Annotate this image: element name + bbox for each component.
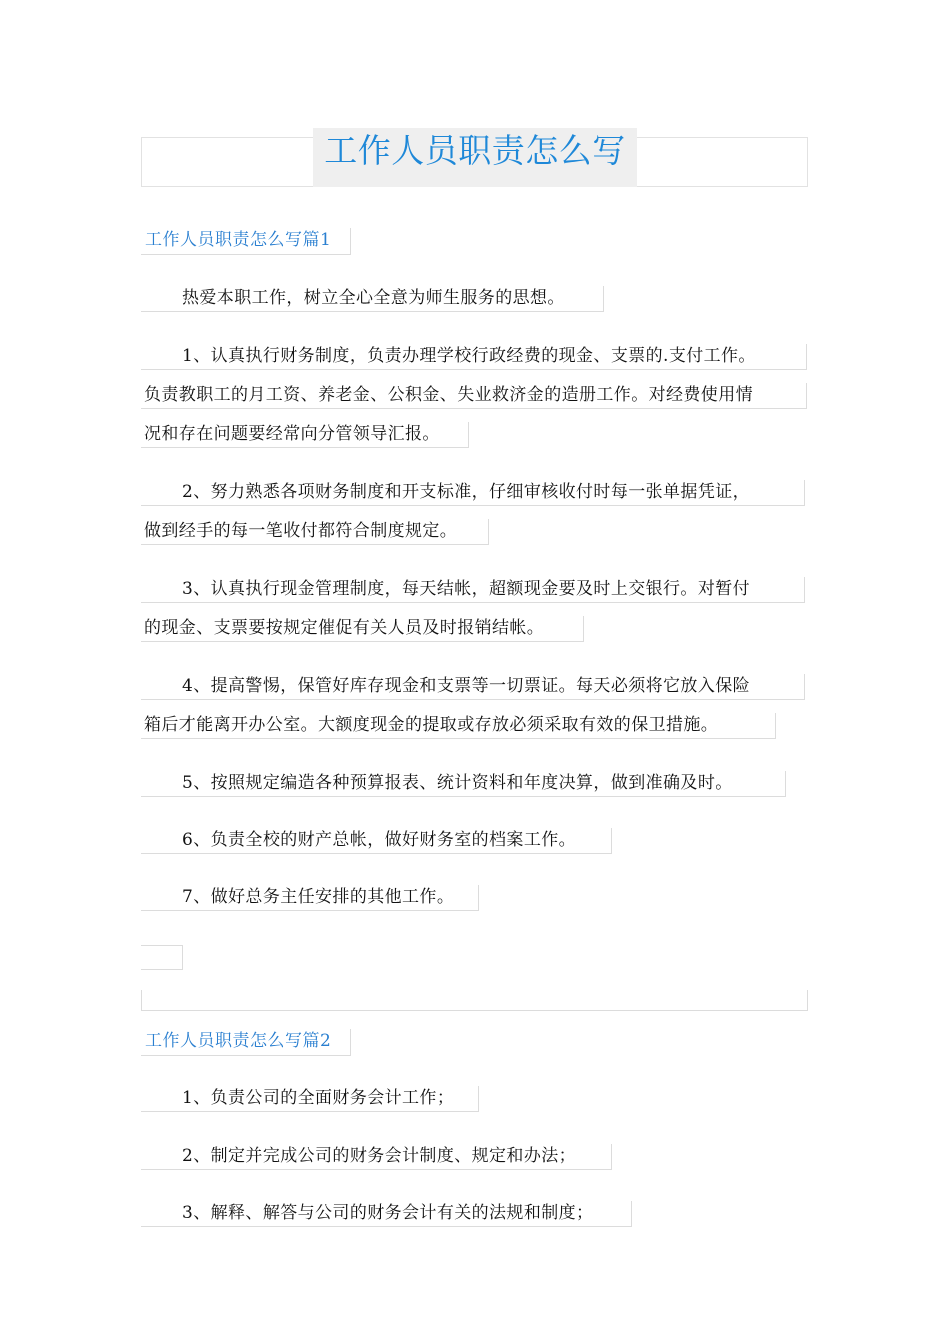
item-1-line-2	[141, 383, 807, 409]
paragraph-text: 3、解释、解答与公司的财务会计有关的法规和制度；	[182, 1203, 594, 1223]
item-1-line-3	[141, 422, 469, 448]
paragraph-text: 1、负责公司的全面财务会计工作；	[182, 1088, 455, 1108]
item-s2-1	[141, 1086, 479, 1112]
item-3-line-1	[141, 577, 805, 603]
paragraph-text: 热爱本职工作，树立全心全意为师生服务的思想。	[182, 288, 565, 308]
empty-paragraph	[141, 945, 183, 970]
section-divider	[141, 990, 808, 1011]
paragraph-text: 负责教职工的月工资、养老金、公积金、失业救济金的造册工作。对经费使用情	[144, 385, 753, 405]
paragraph-text: 6、负责全校的财产总帐，做好财务室的档案工作。	[182, 830, 577, 850]
item-s2-3	[141, 1201, 632, 1227]
item-2-line-2	[141, 519, 489, 545]
item-1-line-1	[141, 344, 807, 370]
item-2-line-1	[141, 480, 805, 506]
item-4-line-1	[141, 674, 805, 700]
item-6	[141, 828, 612, 854]
paragraph-text: 的现金、支票要按规定催促有关人员及时报销结帐。	[144, 618, 545, 638]
document-title: 工作人员职责怎么写	[313, 128, 637, 187]
paragraph-text: 箱后才能离开办公室。大额度现金的提取或存放必须采取有效的保卫措施。	[144, 715, 719, 735]
paragraph-intro	[141, 286, 604, 312]
item-s2-2	[141, 1144, 612, 1170]
paragraph-text: 况和存在问题要经常向分管领导汇报。	[144, 424, 440, 444]
paragraph-text: 1、认真执行财务制度，负责办理学校行政经费的现金、支票的.支付工作。	[182, 346, 756, 366]
paragraph-text: 4、提高警惕，保管好库存现金和支票等一切票证。每天必须将它放入保险	[182, 676, 751, 696]
paragraph-text: 做到经手的每一笔收付都符合制度规定。	[144, 521, 458, 541]
paragraph-text: 5、按照规定编造各种预算报表、统计资料和年度决算，做到准确及时。	[182, 773, 733, 793]
section-heading-2: 工作人员职责怎么写篇2	[141, 1029, 351, 1056]
paragraph-text: 3、认真执行现金管理制度，每天结帐，超额现金要及时上交银行。对暂付	[182, 579, 751, 599]
item-3-line-2	[141, 616, 584, 642]
item-4-line-2	[141, 713, 776, 739]
paragraph-text: 7、做好总务主任安排的其他工作。	[182, 887, 455, 907]
item-7	[141, 885, 479, 911]
paragraph-text: 2、制定并完成公司的财务会计制度、规定和办法；	[182, 1146, 577, 1166]
section-heading-1: 工作人员职责怎么写篇1	[141, 228, 351, 255]
item-5	[141, 771, 786, 797]
paragraph-text: 2、努力熟悉各项财务制度和开支标准，仔细审核收付时每一张单据凭证，	[182, 482, 751, 502]
